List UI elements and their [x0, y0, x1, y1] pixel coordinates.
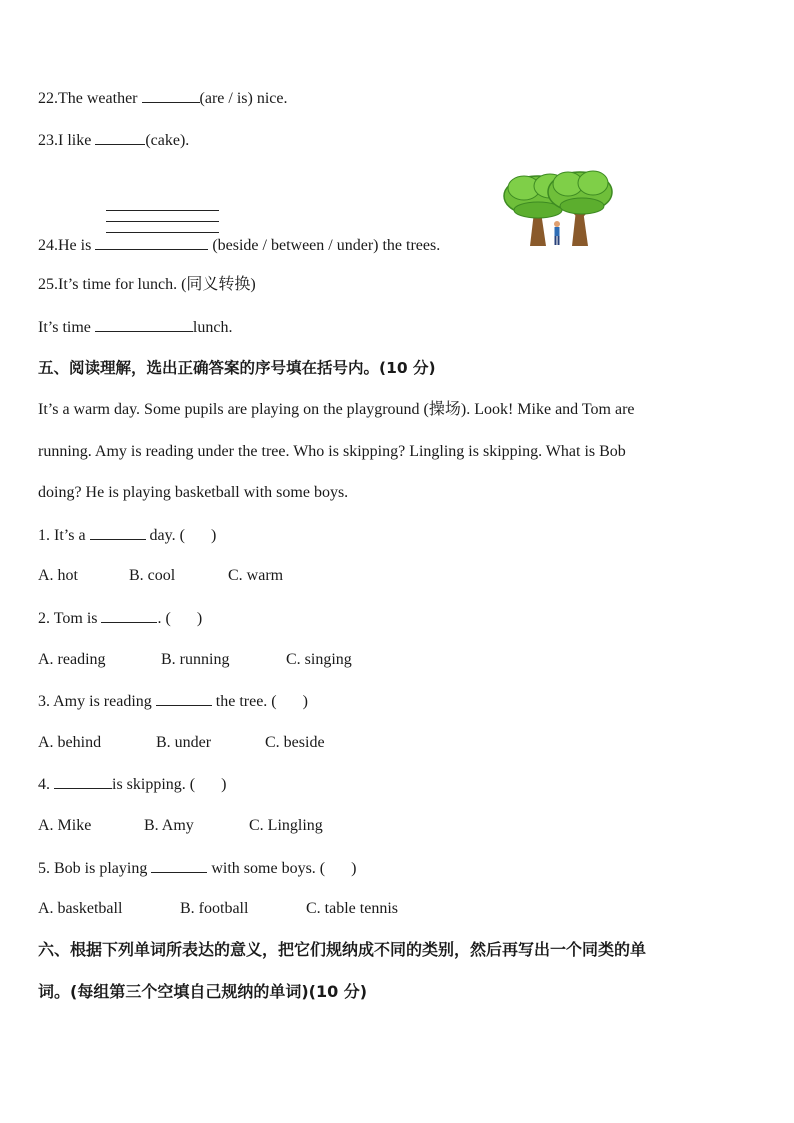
- question-text: The weather: [58, 90, 138, 107]
- option-b[interactable]: B. football: [180, 900, 249, 917]
- option-c[interactable]: C. Lingling: [249, 817, 323, 834]
- reading-question-5: [38, 858, 356, 879]
- reading-options-4: [38, 816, 323, 836]
- question-text: It’s time for lunch. (同义转换): [58, 276, 256, 293]
- question-24: [38, 235, 440, 256]
- question-text: day. (: [149, 527, 185, 544]
- reading-options-5: [38, 899, 398, 919]
- question-number: 23.: [38, 132, 58, 149]
- option-c[interactable]: C. beside: [265, 734, 325, 751]
- question-text: the tree. (: [215, 693, 277, 710]
- answer-blank[interactable]: [54, 774, 112, 789]
- answer-line[interactable]: [106, 200, 219, 211]
- trees-illustration: [500, 168, 616, 248]
- option-b[interactable]: B. Amy: [144, 817, 194, 834]
- answer-stack-lines[interactable]: [106, 200, 219, 233]
- reading-question-2: [38, 608, 202, 629]
- reading-options-2: [38, 650, 352, 670]
- option-a[interactable]: A. reading: [38, 651, 106, 668]
- answer-blank[interactable]: [156, 691, 212, 706]
- question-text: 4.: [38, 776, 50, 793]
- question-22: [38, 88, 287, 109]
- answer-blank[interactable]: [95, 130, 145, 145]
- paren-close: ): [302, 693, 308, 710]
- answer-blank[interactable]: [142, 88, 200, 103]
- paren-close: ): [221, 776, 227, 793]
- question-text: with some boys. (: [211, 860, 326, 877]
- section-5-heading: 五、阅读理解，选出正确答案的序号填在括号内。(10 分): [38, 359, 436, 377]
- reading-question-4: [38, 774, 226, 795]
- question-text: is skipping. (: [112, 776, 196, 793]
- paren-close: ): [351, 860, 357, 877]
- question-25: [38, 275, 256, 295]
- option-b[interactable]: B. under: [156, 734, 212, 751]
- passage-line: doing? He is playing basketball with some boys.: [38, 484, 349, 501]
- option-c[interactable]: C. warm: [228, 567, 284, 584]
- reading-options-1: [38, 566, 283, 586]
- option-b[interactable]: B. running: [161, 651, 230, 668]
- answer-blank[interactable]: [95, 235, 208, 250]
- option-a[interactable]: A. Mike: [38, 817, 92, 834]
- option-a[interactable]: A. basketball: [38, 900, 123, 917]
- question-hint: (are / is) nice.: [199, 90, 288, 107]
- option-a[interactable]: A. behind: [38, 734, 102, 751]
- question-25-rewrite: [38, 317, 232, 338]
- question-text: . (: [157, 610, 171, 627]
- option-b[interactable]: B. cool: [129, 567, 176, 584]
- answer-line[interactable]: [106, 211, 219, 222]
- reading-options-3: [38, 733, 325, 753]
- question-23: [38, 130, 189, 151]
- option-a[interactable]: A. hot: [38, 567, 78, 584]
- question-text: 3. Amy is reading: [38, 693, 152, 710]
- reading-question-1: [38, 525, 216, 546]
- question-number: 24.: [38, 237, 58, 254]
- question-text: It’s time: [38, 319, 91, 336]
- section-6-heading-line1: 六、根据下列单词所表达的意义，把它们规纳成不同的类别，然后再写出一个同类的单: [38, 940, 647, 959]
- paren-close: ): [210, 527, 217, 544]
- question-text: I like: [58, 132, 92, 149]
- answer-line[interactable]: [106, 222, 219, 233]
- question-text: 1. It’s a: [38, 527, 86, 544]
- paren-close: ): [196, 610, 203, 627]
- question-text: lunch.: [192, 319, 233, 336]
- question-number: 22.: [38, 90, 58, 107]
- question-text: 5. Bob is playing: [38, 860, 148, 877]
- answer-blank[interactable]: [90, 525, 146, 540]
- reading-question-3: [38, 691, 308, 712]
- option-c[interactable]: C. table tennis: [306, 900, 398, 917]
- answer-blank[interactable]: [95, 317, 193, 332]
- question-hint: (beside / between / under) the trees.: [212, 237, 441, 254]
- question-hint: (cake).: [145, 132, 190, 149]
- passage-line: running. Amy is reading under the tree. Who is skipping? Lingling is skipping. What is Bob: [38, 443, 626, 460]
- answer-blank[interactable]: [151, 858, 207, 873]
- answer-blank[interactable]: [101, 608, 157, 623]
- option-c[interactable]: C. singing: [286, 651, 352, 668]
- section-6-heading-line2: 词。(每组第三个空填自己规纳的单词)(10 分): [38, 982, 368, 1001]
- question-number: 25.: [38, 276, 58, 293]
- boy-figure-icon: [554, 221, 560, 245]
- question-text: He is: [58, 237, 92, 254]
- passage-line: It’s a warm day. Some pupils are playing on the playground (操场). Look! Mike and Tom are: [38, 401, 635, 418]
- question-text: 2. Tom is: [38, 610, 98, 627]
